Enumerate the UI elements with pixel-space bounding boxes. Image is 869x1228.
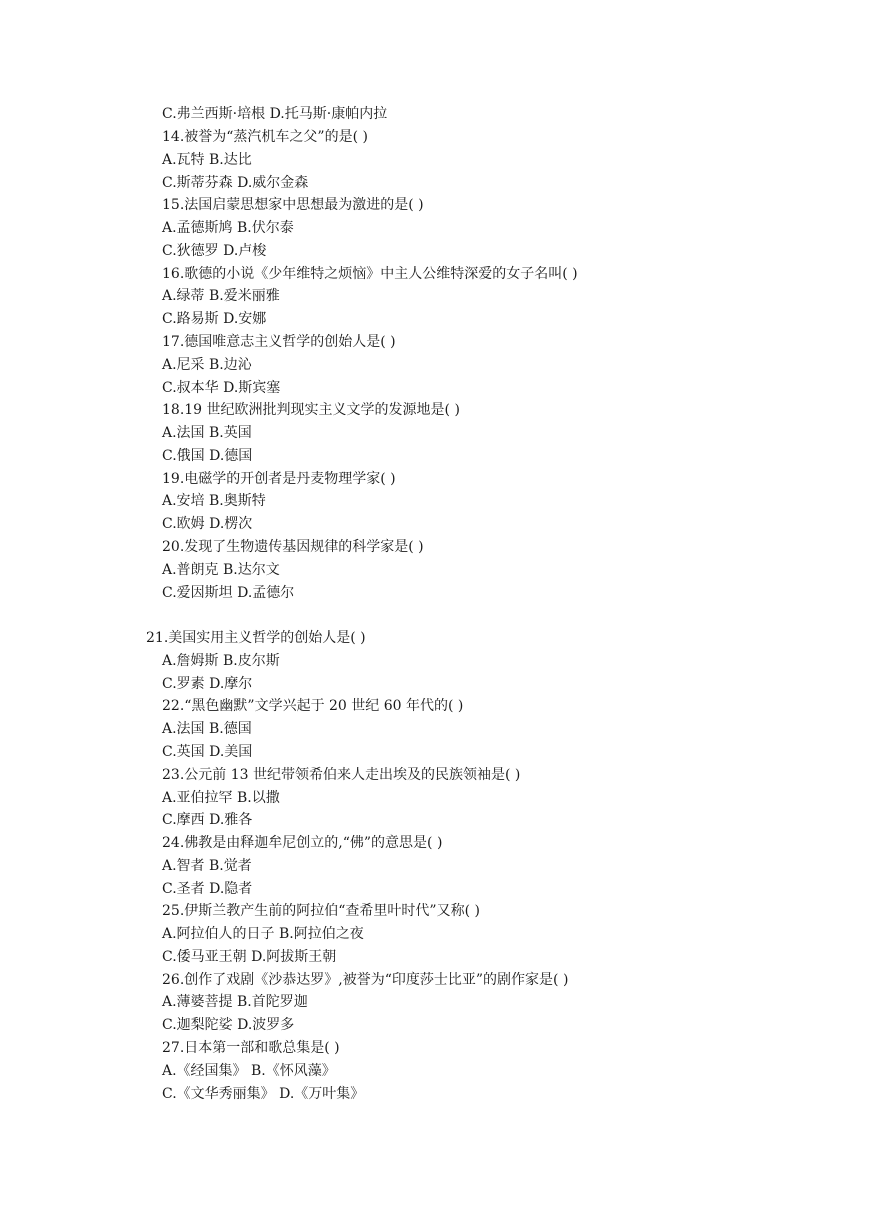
option-line: C.弗兰西斯·培根 D.托马斯·康帕内拉 xyxy=(162,106,388,122)
question-line: 18.19 世纪欧洲批判现实主义文学的发源地是( ) xyxy=(162,402,460,418)
option-line: C.爱因斯坦 D.孟德尔 xyxy=(162,585,295,601)
option-line: C.罗素 D.摩尔 xyxy=(162,676,253,692)
option-line: C.《文华秀丽集》 D.《万叶集》 xyxy=(162,1086,365,1102)
question-line: 24.佛教是由释迦牟尼创立的,“佛”的意思是( ) xyxy=(162,835,443,851)
option-line: C.斯蒂芬森 D.威尔金森 xyxy=(162,175,309,191)
option-line: C.摩西 D.雅各 xyxy=(162,812,253,828)
option-line: C.路易斯 D.安娜 xyxy=(162,311,267,327)
option-line: A.瓦特 B.达比 xyxy=(162,152,252,168)
option-line: C.叔本华 D.斯宾塞 xyxy=(162,380,281,396)
question-line: 14.被誉为“蒸汽机车之父”的是( ) xyxy=(162,129,368,145)
option-line: A.尼采 B.边沁 xyxy=(162,357,252,373)
option-line: C.圣者 D.隐者 xyxy=(162,881,253,897)
option-line: A.《经国集》 B.《怀风藻》 xyxy=(162,1063,336,1079)
option-line: C.迦梨陀娑 D.波罗多 xyxy=(162,1017,295,1033)
option-line: A.亚伯拉罕 B.以撒 xyxy=(162,790,280,806)
option-line: C.俄国 D.德国 xyxy=(162,448,253,464)
option-line: C.倭马亚王朝 D.阿拔斯王朝 xyxy=(162,949,337,965)
option-line: C.欧姆 D.楞次 xyxy=(162,516,253,532)
question-line: 21.美国实用主义哲学的创始人是( ) xyxy=(146,630,366,646)
question-line: 20.发现了生物遗传基因规律的科学家是( ) xyxy=(162,539,424,555)
option-line: A.法国 B.德国 xyxy=(162,721,252,737)
option-line: A.孟德斯鸠 B.伏尔泰 xyxy=(162,220,294,236)
question-line: 17.德国唯意志主义哲学的创始人是( ) xyxy=(162,334,396,350)
question-line: 15.法国启蒙思想家中思想最为激进的是( ) xyxy=(162,197,424,213)
question-line: 25.伊斯兰教产生前的阿拉伯“查希里叶时代”又称( ) xyxy=(162,903,480,919)
question-line: 19.电磁学的开创者是丹麦物理学家( ) xyxy=(162,471,396,487)
option-line: C.英国 D.美国 xyxy=(162,744,253,760)
option-line: A.绿蒂 B.爱米丽雅 xyxy=(162,288,280,304)
question-line: 23.公元前 13 世纪带领希伯来人走出埃及的民族领袖是( ) xyxy=(162,767,521,783)
question-line: 22.“黑色幽默”文学兴起于 20 世纪 60 年代的( ) xyxy=(162,698,464,714)
question-line: 27.日本第一部和歌总集是( ) xyxy=(162,1040,340,1056)
option-line: A.普朗克 B.达尔文 xyxy=(162,562,280,578)
option-line: A.法国 B.英国 xyxy=(162,425,252,441)
option-line: C.狄德罗 D.卢梭 xyxy=(162,243,267,259)
option-line: A.薄婆菩提 B.首陀罗迦 xyxy=(162,994,308,1010)
option-line: A.智者 B.觉者 xyxy=(162,858,252,874)
question-line: 16.歌德的小说《少年维特之烦恼》中主人公维特深爱的女子名叫( ) xyxy=(162,266,578,282)
option-line: A.安培 B.奥斯特 xyxy=(162,493,266,509)
option-line: A.阿拉伯人的日子 B.阿拉伯之夜 xyxy=(162,926,364,942)
question-line: 26.创作了戏剧《沙恭达罗》,被誉为“印度莎士比亚”的剧作家是( ) xyxy=(162,972,569,988)
option-line: A.詹姆斯 B.皮尔斯 xyxy=(162,653,280,669)
